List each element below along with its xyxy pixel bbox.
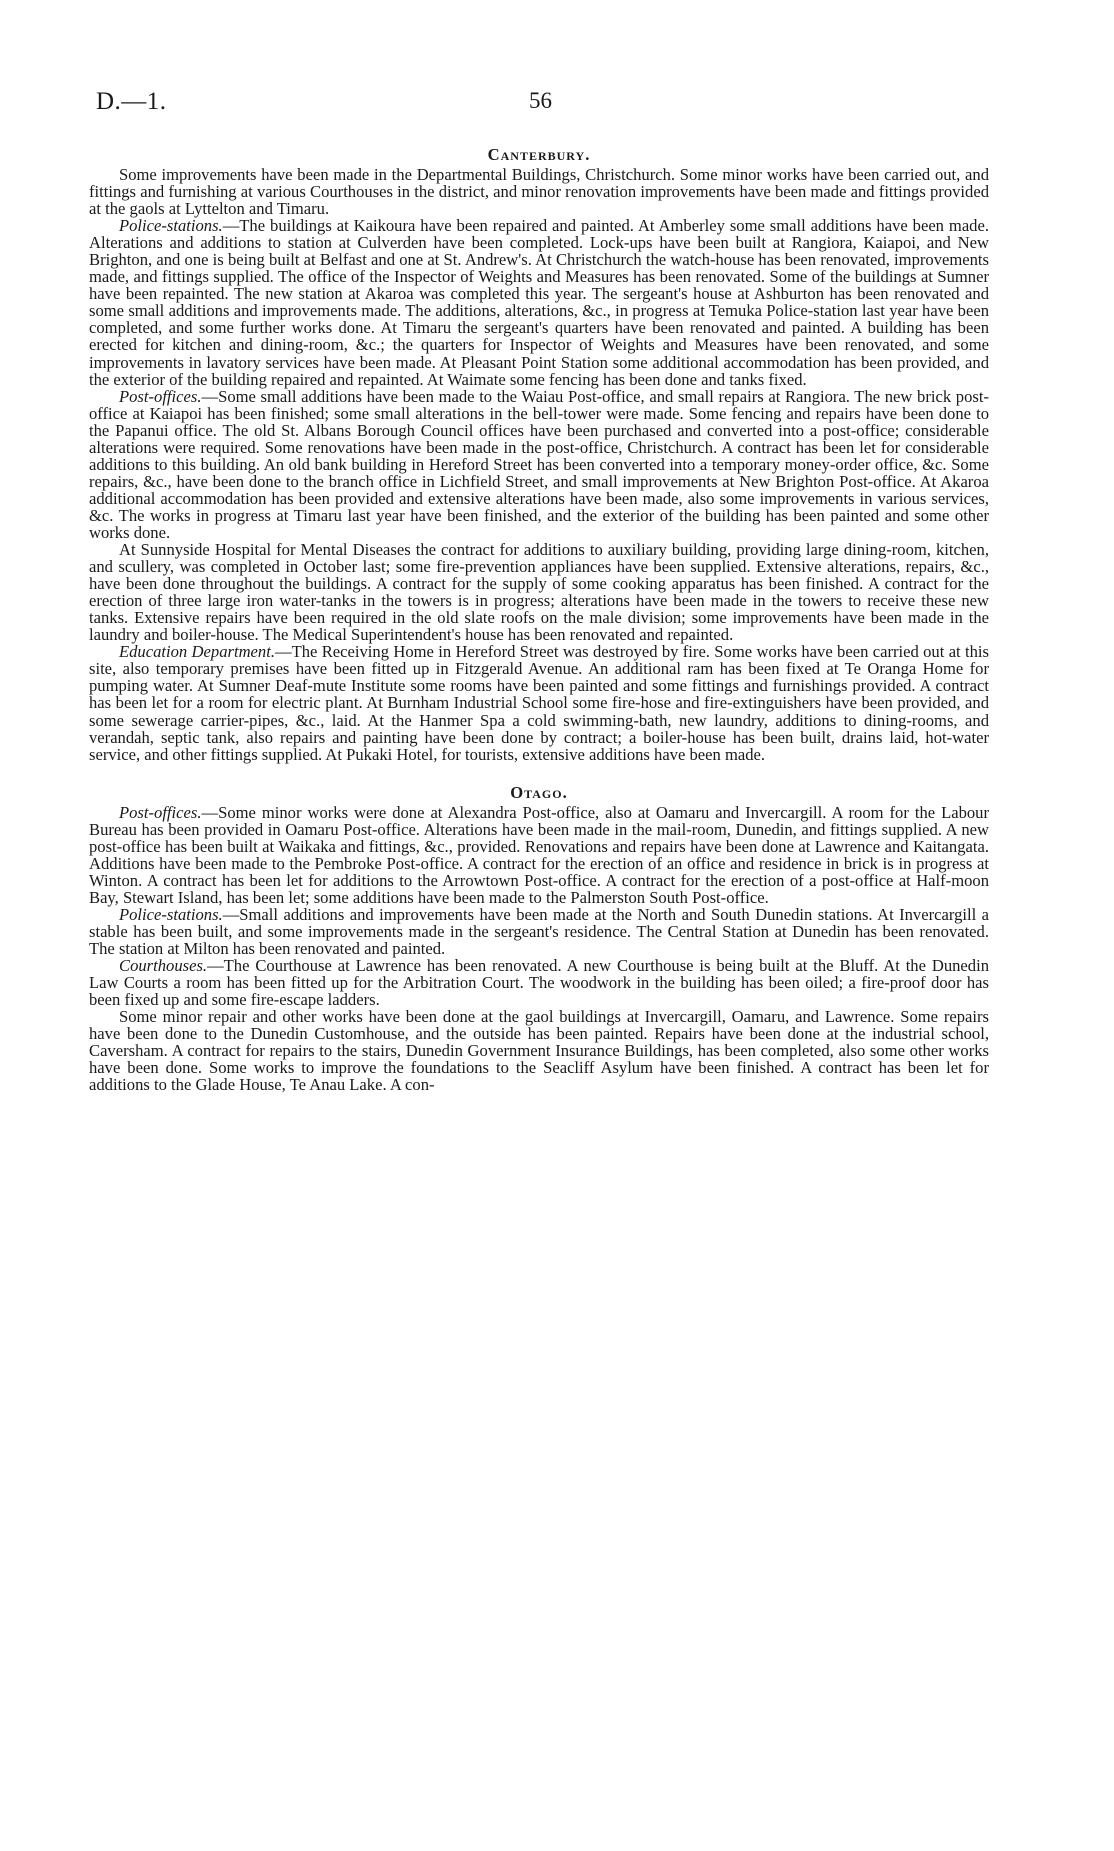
paragraph-lead: Post-offices. — [119, 386, 202, 406]
paragraph-text: —Some minor works were done at Alexandra Post-office, also at Oamaru and Invercargill. A room for the Labour Bureau has been provided in Oamaru Post-office. Alterations have been made in the mail-room, Dunedin, and fittings supplied. A new post-office has been built at Waikaka and fittings, &c., provided. Renovations and repairs have been done at Lawrence and Kaitangata. Additions have been made to the Pembroke Post-office. A contract for the erection of an office and residence in brick is in progress at Winton. A contract has been let for additions to the Arrowtown Post-office. A contract for the erection of a post-office at Half-moon Bay, Stewart Island, has been let; some additions have been made to the Palmerston South Post-office. — [89, 802, 989, 907]
paragraph-text: —The buildings at Kaikoura have been repaired and painted. At Amberley some small additions have been made. Alterations and additions to station at Culverden have been completed. Lock-ups have been built at Rangiora, Kaiapoi, and New Brighton, and one is being built at Belfast and one at St. Andrew's. At Christchurch the watch-house has been renovated, improvements made, and fittings supplied. The office of the Inspector of Weights and Measures has been renovated. Some of the buildings at Sumner have been repainted. The new station at Akaroa was completed this year. The sergeant's house at Ashburton has been renovated and some small additions and improvements made. The additions, alterations, &c., in progress at Temuka Police-station last year have been completed, and some further works done. At Timaru the sergeant's quarters have been renovated and painted. A building has been erected for kitchen and dining-room, &c.; the quarters for Inspector of Weights and Measures have been renovated, and some improvements in lavatory services have been made. At Pleasant Point Station some additional accommodation has been provided, and the exterior of the building repaired and repainted. At Waimate some fencing has been done and tanks fixed. — [89, 216, 989, 389]
paragraph-text: Some improvements have been made in the Departmental Buildings, Christchurch. Some minor works have been carried out, and fittings and furnishing at various Courthouses in the district, and minor renovation improvements have been made and fittings provided at the gaols at Lyttelton and Timaru. — [89, 165, 989, 219]
paragraph-post-offices — [89, 388, 989, 541]
paragraph-post-offices — [89, 804, 989, 906]
paragraph-lead: Police-stations. — [119, 216, 223, 236]
paragraph-lead: Education Department. — [119, 642, 275, 662]
paragraph-lead: Courthouses. — [119, 956, 208, 976]
paragraph-text: —Small additions and improvements have been made at the North and South Dunedin stations. At Invercargill a stable has been built, and some improvements made in the sergeant's residence. The Central Station at Dunedin has been renovated. The station at Milton has been renovated and painted. — [89, 904, 989, 959]
section-heading-otago: Otago. — [510, 782, 568, 802]
paragraph-text: Some minor repair and other works have been done at the gaol buildings at Invercargill, Oamaru, and Lawrence. Some repairs have been done to the Dunedin Customhouse, and the outside has been painted. Repairs have been done at the industrial school, Caversham. A contract for repairs to the stairs, Dunedin Government Insurance Buildings, has been completed, also some other works have been done. Some works to improve the foundations to the Seacliff Asylum have been finished. A contract has been let for additions to the Glade House, Te Anau Lake. A con- — [89, 1007, 989, 1095]
body-text — [89, 143, 989, 1093]
paragraph-education-department — [89, 643, 989, 762]
paragraph-lead: Post-offices. — [119, 802, 202, 822]
paragraph-sunnyside-hospital — [89, 541, 989, 643]
paragraph-courthouses — [89, 957, 989, 1008]
canterbury-section — [89, 143, 989, 763]
paragraph-departmental-buildings — [89, 166, 989, 217]
document-reference: D.—1. — [96, 88, 167, 115]
otago-section — [89, 781, 989, 1094]
paragraph-text: —The Receiving Home in Hereford Street was destroyed by fire. Some works have been carried out at this site, also temporary premises have been fitted up in Fitzgerald Avenue. An additional ram has been fixed at Te Oranga Home for pumping water. At Sumner Deaf-mute Institute some rooms have been painted and some fittings and furnishings provided. A contract has been let for a room for electric plant. At Burnham Industrial School some fire-hose and fire-extinguishers have been provided, and some sewerage carrier-pipes, &c., laid. At the Hanmer Spa a cold swimming-bath, new laundry, additions to dining-rooms, and verandah, septic tank, also repairs and painting have been done by contract; a boiler-house has been built, drains laid, hot-water service, and other fittings supplied. At Pukaki Hotel, for tourists, extensive additions have been made. — [89, 642, 989, 764]
page-header — [96, 88, 1006, 118]
paragraph-text: At Sunnyside Hospital for Mental Diseases the contract for additions to auxiliary building, providing large dining-room, kitchen, and scullery, was completed in October last; some fire-prevention appliances have been supplied. Extensive alterations, repairs, &c., have been done throughout the buildings. A contract for the supply of some cooking apparatus has been finished. A contract for the erection of three large iron water-tanks in the towers is in progress; alterations have been made in the towers to receive these new tanks. Extensive repairs have been required in the old slate roofs on the male division; some improvements have been made in the laundry and boiler-house. The Medical Superintendent's house has been renovated and repainted. — [89, 540, 989, 645]
paragraph-text: —The Courthouse at Lawrence has been renovated. A new Courthouse is being built at the Bluff. At the Dunedin Law Courts a room has been fitted up for the Arbitration Court. The woodwork in the building has been oiled; a fire-proof door has been fixed up and some fire-escape ladders. — [89, 956, 989, 1010]
paragraph-police-stations — [89, 906, 989, 957]
paragraph-police-stations — [89, 217, 989, 387]
page-number: 56 — [529, 88, 552, 113]
paragraph-lead: Police-stations. — [119, 904, 223, 924]
section-heading-canterbury: Canterbury. — [487, 145, 591, 164]
paragraph-gaol-and-other-works — [89, 1008, 989, 1093]
paragraph-text: —Some small additions have been made to the Waiau Post-office, and small repairs at Rangiora. The new brick post-office at Kaiapoi has been finished; some small alterations in the bell-tower were made. Some fencing and repairs have been done to the Papanui office. The old St. Albans Borough Council offices have been purchased and converted into a post-office; considerable alterations were required. Some renovations have been made in the post-office, Christchurch. A contract has been let for considerable additions to this building. An old bank building in Hereford Street has been converted into a temporary money-order office, &c. Some repairs, &c., have been done to the branch office in Lichfield Street, and small improvements at New Brighton Post-office. At Akaroa additional accommodation has been provided and extensive alterations have been made, also some improvements in various services, &c. The works in progress at Timaru last year have been finished, and the exterior of the building has been painted and some other works done. — [89, 386, 989, 542]
